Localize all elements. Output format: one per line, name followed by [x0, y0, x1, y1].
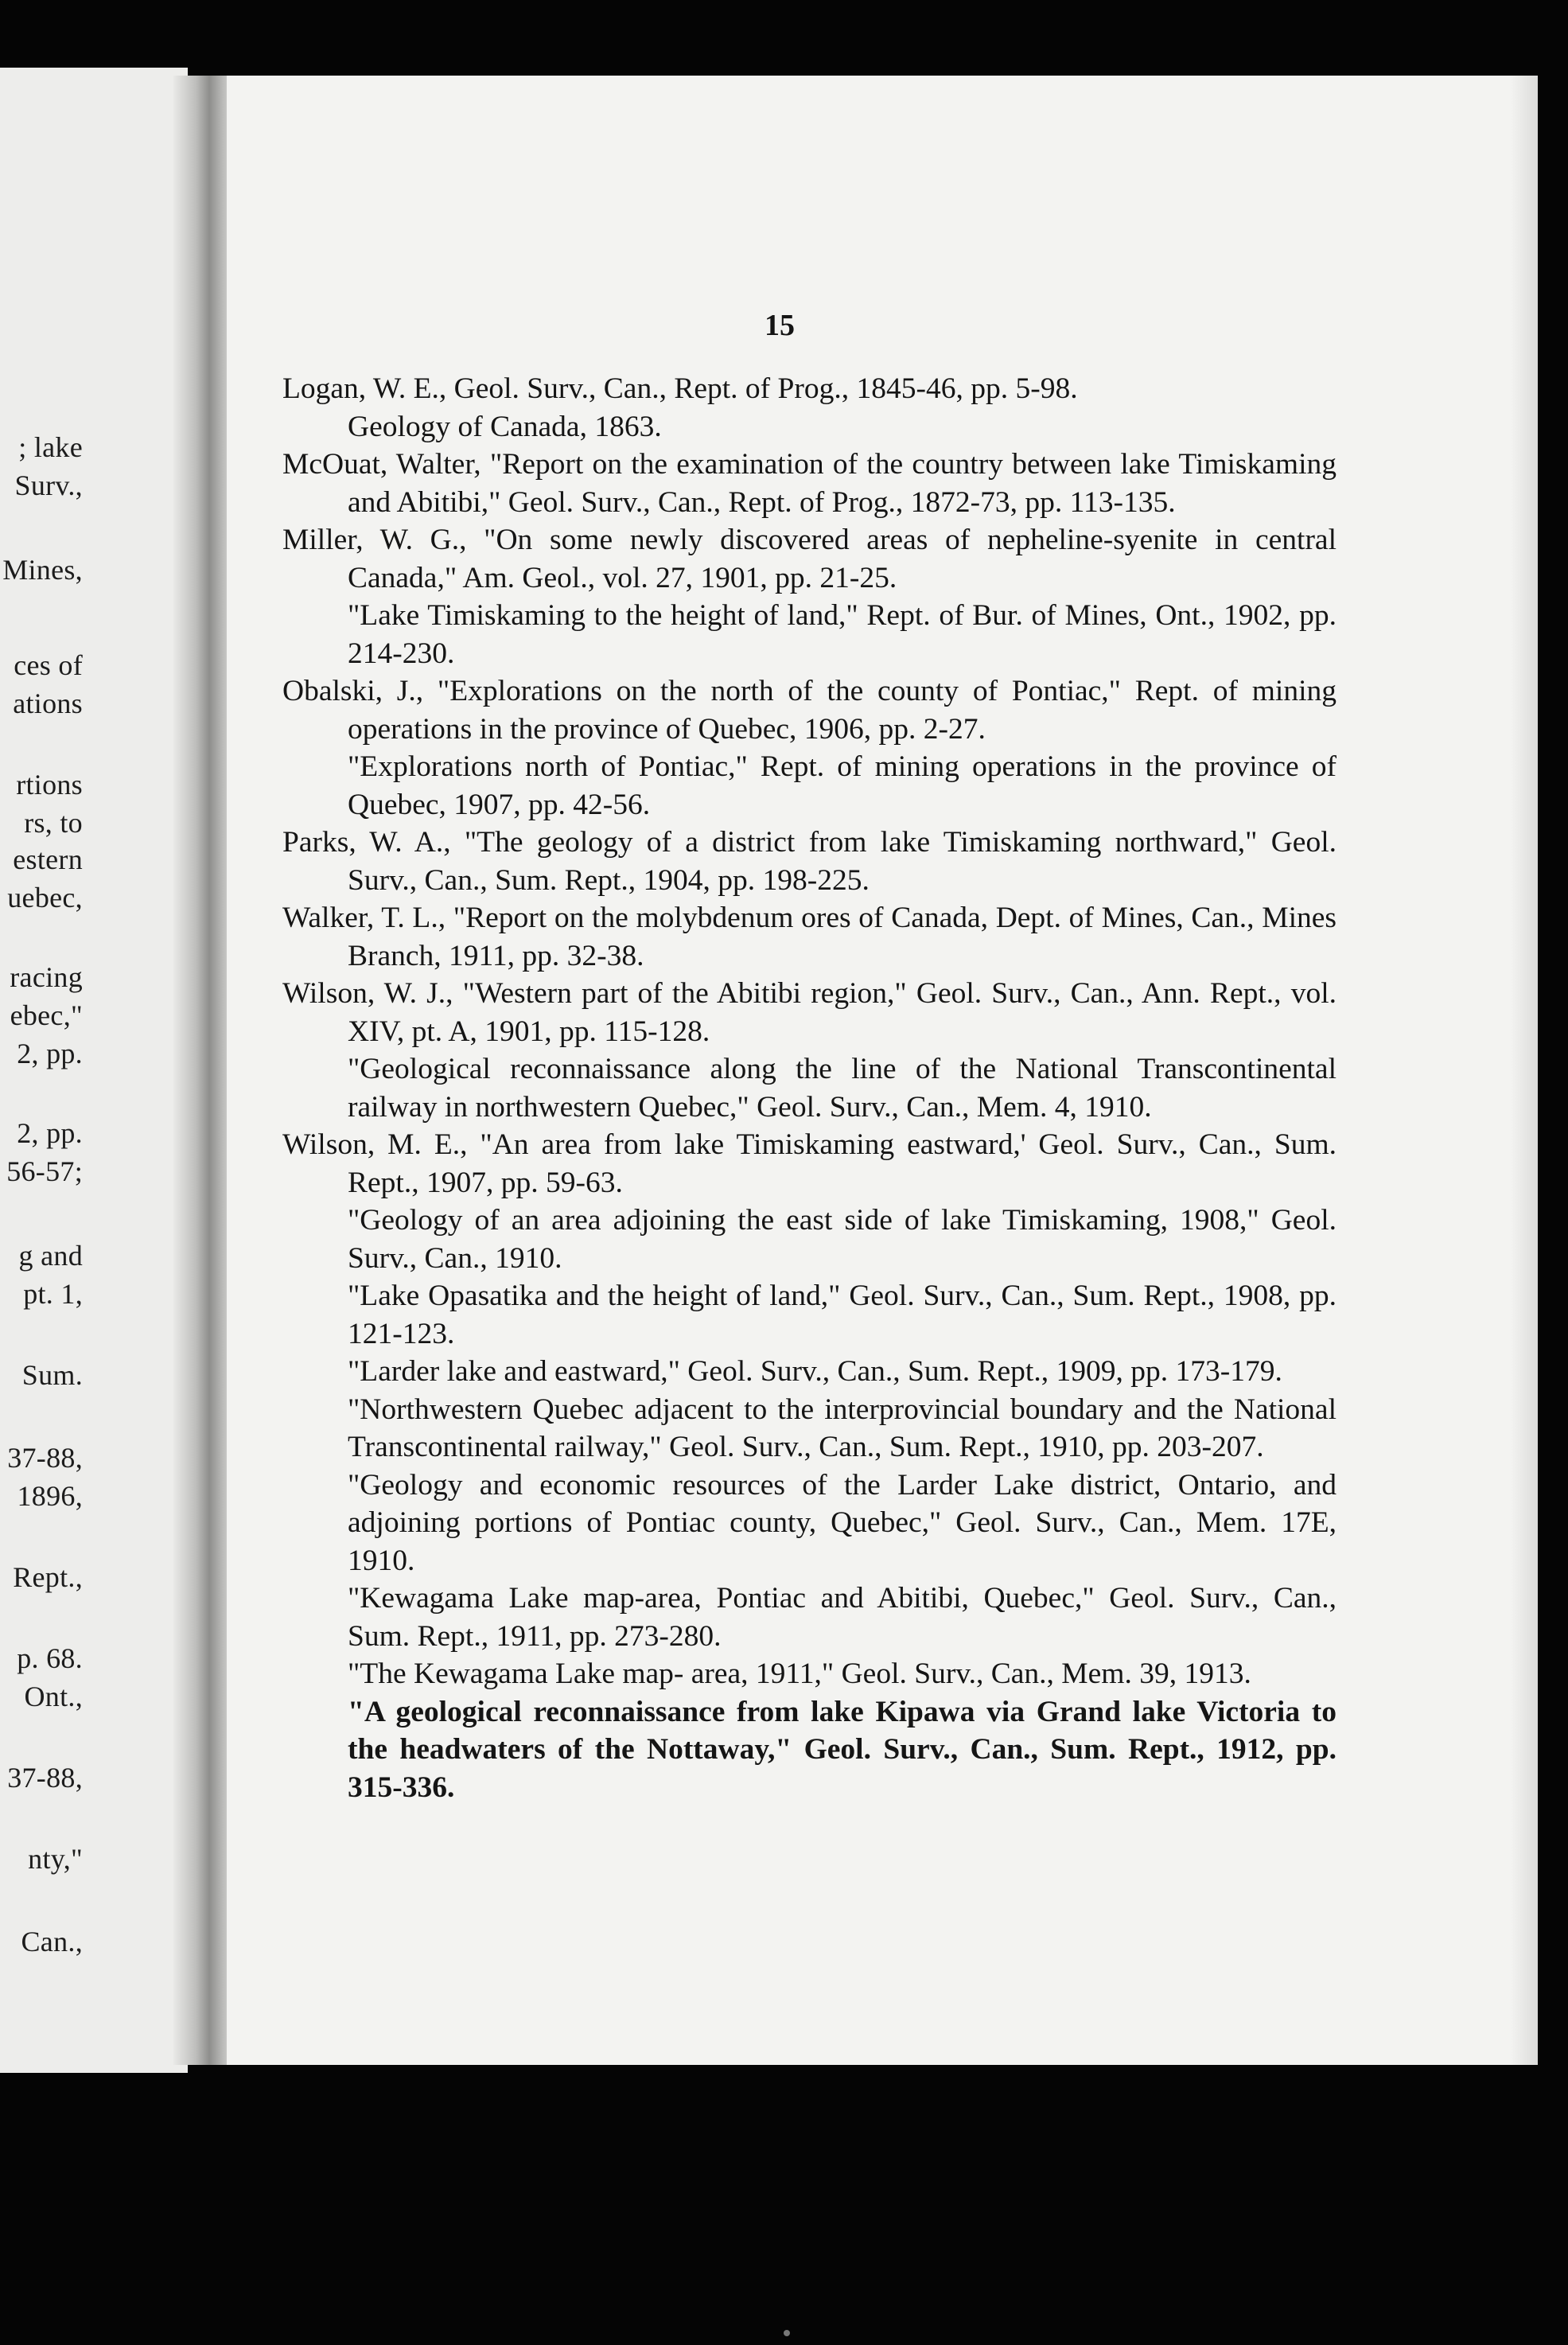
scan-artifact [784, 2330, 790, 2336]
reference-entry [282, 370, 1336, 446]
left-page-fragment: nty," [28, 1843, 83, 1875]
reference-continuation: "Lake Opasatika and the height of land," Geol. Surv., Can., Sum. Rept., 1908, pp. 121-123. [348, 1280, 1336, 1350]
left-page-fragment: ebec," [10, 999, 83, 1031]
left-page-fragment: uebec, [7, 882, 83, 913]
reference-head: McOuat, Walter, "Report on the examination of the country between lake Timiskaming and Abitibi," Geol. Surv., Can., Rept. of Prog., 1872-73, pp. 113-135. [282, 448, 1336, 519]
left-page-fragment: 1896, [17, 1480, 83, 1512]
right-page [227, 76, 1538, 2065]
left-page-fragment: Can., [21, 1926, 83, 1957]
reference-entry [282, 446, 1336, 521]
left-page-fragment: rs, to [24, 807, 83, 839]
reference-continuation: "Kewagama Lake map-area, Pontiac and Abitibi, Quebec," Geol. Surv., Can., Sum. Rept., 1911, pp. 273-280. [348, 1582, 1336, 1653]
left-page-fragment: Surv., [14, 469, 83, 501]
left-page-fragment: 2, pp. [17, 1038, 83, 1069]
left-page-fragment: pt. 1, [23, 1278, 83, 1310]
reference-continuation: "Larder lake and eastward," Geol. Surv., Can., Sum. Rept., 1909, pp. 173-179. [348, 1355, 1282, 1388]
reference-entry [282, 672, 1336, 824]
reference-head: Logan, W. E., Geol. Surv., Can., Rept. of Prog., 1845-46, pp. 5-98. [282, 372, 1078, 405]
page-edge-shadow [1511, 76, 1538, 2065]
reference-head: Obalski, J., "Explorations on the north of the county of Pontiac," Rept. of mining operations in the province of Quebec, 1906, pp. 2-27. [282, 675, 1336, 746]
reference-continuation: "Geology of an area adjoining the east side of lake Timiskaming, 1908," Geol. Surv., Can., 1910. [348, 1204, 1336, 1275]
left-page-fragment: estern [13, 843, 83, 875]
left-page-fragment: 56-57; [6, 1155, 83, 1187]
reference-entry [282, 975, 1336, 1126]
left-page-fragment: Mines, [2, 554, 83, 586]
reference-entry [282, 1126, 1336, 1806]
reference-head: Walker, T. L., "Report on the molybdenum ores of Canada, Dept. of Mines, Can., Mines Branch, 1911, pp. 32-38. [282, 902, 1336, 972]
left-page-fragment: ations [13, 688, 83, 719]
left-page-fragment: 37-88, [7, 1762, 83, 1794]
reference-list [282, 370, 1336, 1806]
left-page-fragment: Rept., [13, 1561, 83, 1593]
reference-head: Wilson, M. E., "An area from lake Timiskaming eastward,' Geol. Surv., Can., Sum. Rept., 1907, pp. 59-63. [282, 1128, 1336, 1199]
left-page-fragment: 2, pp. [17, 1117, 83, 1149]
left-page-fragment: ; lake [18, 431, 83, 463]
reference-continuation: "Geological reconnaissance along the line of the National Transcontinental railway in northwestern Quebec," Geol. Surv., Can., Mem. 4, 1910. [348, 1053, 1336, 1124]
left-page-fragment: Ont., [24, 1681, 83, 1712]
left-page-fragment: ces of [14, 649, 83, 681]
reference-entry [282, 899, 1336, 975]
left-page-fragment: rtions [16, 769, 83, 800]
reference-continuation: "Geology and economic resources of the Larder Lake district, Ontario, and adjoining portions of Pontiac county, Quebec," Geol. Surv., Can., Mem. 17E, 1910. [348, 1468, 1336, 1577]
reference-head: Parks, W. A., "The geology of a district from lake Timiskaming northward," Geol. Surv., Can., Sum. Rept., 1904, pp. 198-225. [282, 826, 1336, 897]
reference-continuation: "Lake Timiskaming to the height of land," Rept. of Bur. of Mines, Ont., 1902, pp. 214-230. [348, 599, 1336, 670]
reference-entry [282, 521, 1336, 672]
reference-continuation: "Northwestern Quebec adjacent to the interprovincial boundary and the National Transcontinental railway," Geol. Surv., Can., Sum. Rept., 1910, pp. 203-207. [348, 1393, 1336, 1463]
left-page-fragment: Sum. [21, 1359, 83, 1391]
left-page-fragment: 37-88, [7, 1442, 83, 1474]
reference-continuation: "Explorations north of Pontiac," Rept. of mining operations in the province of Quebec, 1907, pp. 42-56. [348, 750, 1336, 821]
page-number: 15 [765, 309, 795, 342]
reference-continuation: "The Kewagama Lake map- area, 1911," Geol. Surv., Can., Mem. 39, 1913. [348, 1657, 1251, 1690]
reference-head: Wilson, W. J., "Western part of the Abitibi region," Geol. Surv., Can., Ann. Rept., vol. XIV, pt. A, 1901, pp. 115-128. [282, 977, 1336, 1048]
reference-entry [282, 824, 1336, 899]
reference-head: Miller, W. G., "On some newly discovered areas of nepheline-syenite in central Canada," Am. Geol., vol. 27, 1901, pp. 21-25. [282, 524, 1336, 594]
reference-continuation: "A geological reconnaissance from lake Kipawa via Grand lake Victoria to the headwaters of the Nottaway," Geol. Surv., Can., Sum. Rept., 1912, pp. 315-336. [348, 1695, 1336, 1804]
reference-continuation: Geology of Canada, 1863. [348, 410, 662, 443]
left-page-fragment: racing [10, 961, 83, 993]
left-page-fragment: p. 68. [17, 1642, 83, 1674]
left-page [0, 68, 188, 2073]
left-page-fragment: g and [18, 1240, 83, 1272]
